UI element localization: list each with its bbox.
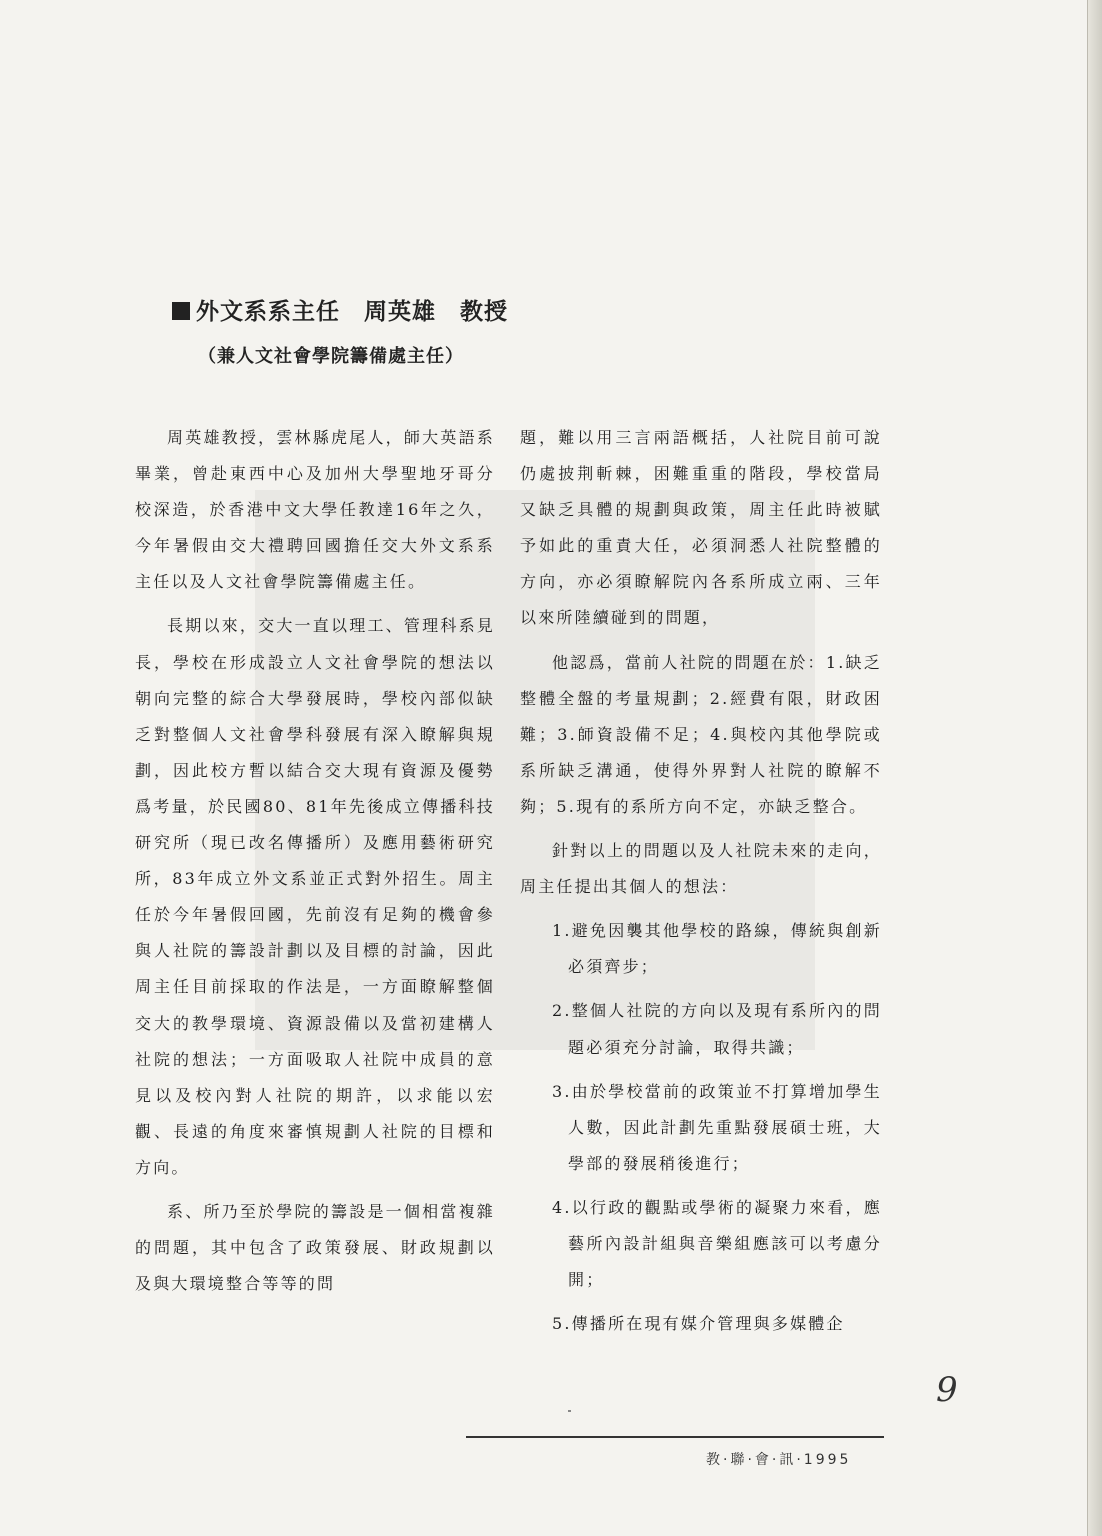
square-bullet-icon <box>172 302 190 320</box>
left-column <box>135 420 495 1310</box>
list-item: 5.傳播所在現有媒介管理與多媒體企 <box>552 1314 845 1334</box>
left-paragraph-3: 系、所乃至於學院的籌設是一個相當複雜的問題，其中包含了政策發展、財政規劃以及與大環境整合等等的問 <box>135 1201 495 1294</box>
right-continuation: 題，難以用三言兩語概括，人社院目前可說仍處披荆斬棘，困難重重的階段，學校當局又缺乏具體的規劃與政策，周主任此時被賦予如此的重責大任，必須洞悉人社院整體的方向，亦必須瞭解院內各系所成立兩、三年以來所陸續碰到的問題， <box>520 428 882 628</box>
list-item: 4.以行政的觀點或學術的凝聚力來看，應藝所內設計組與音樂組應該可以考慮分開； <box>552 1197 882 1290</box>
page-edge <box>1087 0 1102 1536</box>
list-item: 2.整個人社院的方向以及現有系所內的問題必須充分討論，取得共識； <box>552 1001 882 1057</box>
list-item: 3.由於學校當前的政策並不打算增加學生人數，因此計劃先重點發展碩士班，大學部的發展稍後進行； <box>552 1081 882 1173</box>
page-number: 9 <box>936 1370 958 1410</box>
right-column <box>520 420 882 1350</box>
heading-title: 外文系系主任 周英雄 教授 <box>196 299 508 325</box>
right-paragraph-2: 針對以上的問題以及人社院未來的走向，周主任提出其個人的想法： <box>520 841 882 897</box>
left-paragraph-2: 長期以來，交大一直以理工、管理科系見長，學校在形成設立人文社會學院的想法以朝向完整的綜合大學發展時，學校內部似缺乏對整個人文社會學科發展有深入瞭解與規劃，因此校方暫以結合交大現有資源及優勢爲考量，於民國80、81年先後成立傳播科技研究所（現已改名傳播所）及應用藝術研究所，83年成立外文系並正式對外招生。周主任於今年暑假回國，先前沒有足夠的機會參與人社院的籌設計劃以及目標的討論，因此周主任目前採取的作法是，一方面瞭解整個交大的教學環境、資源設備以及當初建構人社院的想法；一方面吸取人社院中成員的意見以及校內對人社院的期許，以求能以宏觀、長遠的角度來審慎規劃人社院的目標和方向。 <box>135 616 495 1177</box>
article-heading <box>172 293 508 326</box>
left-paragraph-1: 周英雄教授，雲林縣虎尾人，師大英語系畢業，曾赴東西中心及加州大學聖地牙哥分校深造，於香港中文大學任教達16年之久，今年暑假由交大禮聘回國擔任交大外文系系主任以及人文社會學院籌備處主任。 <box>135 428 495 592</box>
article-subheading: （兼人文社會學院籌備處主任） <box>198 346 464 367</box>
speck <box>568 1410 571 1412</box>
proposal-list <box>520 913 882 1342</box>
right-paragraph-1: 他認爲，當前人社院的問題在於：1.缺乏整體全盤的考量規劃；2.經費有限，財政困難；3.師資設備不足；4.與校內其他學院或系所缺乏溝通，使得外界對人社院的瞭解不夠；5.現有的系所方向不定，亦缺乏整合。 <box>520 652 882 816</box>
footer-publication: 教·聯·會·訊·1995 <box>706 1452 852 1468</box>
list-item: 1.避免因襲其他學校的路線，傳統與創新必須齊步； <box>552 921 882 977</box>
footer-divider <box>466 1436 884 1438</box>
